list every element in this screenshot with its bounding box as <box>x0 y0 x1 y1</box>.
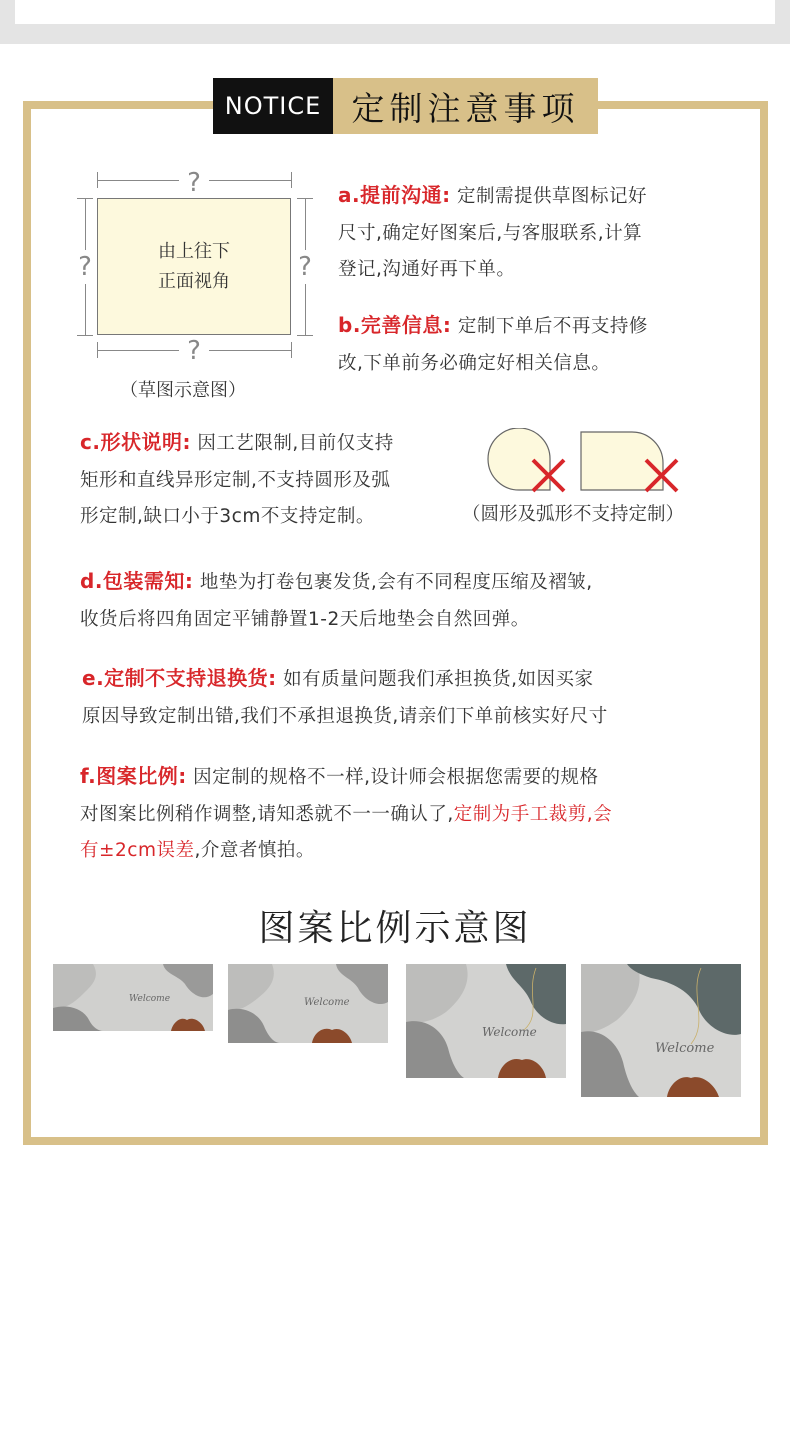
welcome-text: Welcome <box>304 997 350 1008</box>
item-b <box>338 307 648 382</box>
sketch-rectangle <box>97 198 291 335</box>
sketch-caption: （草图示意图） <box>120 380 246 401</box>
item-b-line1: 定制下单后不再支持修 <box>457 316 648 337</box>
item-b-line2: 改,下单前务必确定好相关信息。 <box>338 352 611 374</box>
item-c-line1: 因工艺限制,目前仅支持 <box>197 433 394 454</box>
notice-header <box>213 78 598 134</box>
item-c <box>80 424 394 536</box>
mat-thumbnail-1 <box>53 964 213 1031</box>
item-a <box>338 177 647 289</box>
item-e-heading: e.定制不支持退换货: <box>82 666 277 690</box>
question-mark-right: ? <box>298 252 312 282</box>
top-card <box>15 0 775 24</box>
item-c-line3: 形定制,缺口小于3cm不支持定制。 <box>80 506 375 527</box>
notice-label: NOTICE <box>213 78 333 134</box>
item-e <box>82 660 608 735</box>
welcome-text: Welcome <box>655 1041 715 1056</box>
dim-tick <box>297 335 313 336</box>
mat-thumbnail-3 <box>406 964 566 1078</box>
sketch-text-line2: 正面视角 <box>158 270 230 292</box>
item-b-heading: b.完善信息: <box>338 313 452 337</box>
item-d <box>80 563 593 638</box>
dim-line <box>85 284 86 335</box>
item-c-heading: c.形状说明: <box>80 430 191 454</box>
question-mark-left: ? <box>78 252 92 282</box>
dim-line <box>209 180 291 181</box>
dim-line <box>97 350 179 351</box>
dim-tick <box>291 342 292 358</box>
scale-title: 图案比例示意图 <box>258 908 532 949</box>
mat-thumbnail-4 <box>581 964 741 1097</box>
dim-tick <box>77 335 93 336</box>
sketch-text-line1: 由上往下 <box>158 240 230 262</box>
welcome-text: Welcome <box>129 994 171 1004</box>
unsupported-shapes-illustration <box>486 428 696 498</box>
item-a-heading: a.提前沟通: <box>338 183 451 207</box>
sketch-diagram <box>75 170 315 400</box>
dim-tick <box>291 172 292 188</box>
dim-line <box>209 350 291 351</box>
mat-thumbnail-2 <box>228 964 388 1043</box>
item-a-line2: 尺寸,确定好图案后,与客服联系,计算 <box>338 222 643 244</box>
question-mark-bottom: ? <box>187 336 201 366</box>
item-f-line2a: 对图案比例稍作调整,请知悉就不一一确认了, <box>80 803 454 825</box>
question-mark-top: ? <box>187 168 201 198</box>
item-d-line2: 收货后将四角固定平铺静置1-2天后地垫会自然回弹。 <box>80 608 530 630</box>
item-f-line3b: ,介意者慎拍。 <box>194 840 315 861</box>
item-a-line3: 登记,沟通好再下单。 <box>338 259 516 280</box>
item-f <box>80 758 612 870</box>
arc-shape-icon <box>581 432 663 490</box>
item-c-line2: 矩形和直线异形定制,不支持圆形及弧 <box>80 469 391 491</box>
dim-line <box>305 284 306 335</box>
dim-line <box>85 198 86 250</box>
item-f-line2b: 定制为手工裁剪,会 <box>453 803 613 825</box>
item-f-line1: 因定制的规格不一样,设计师会根据您需要的规格 <box>193 767 599 788</box>
item-d-heading: d.包装需知: <box>80 569 194 593</box>
welcome-text: Welcome <box>482 1025 537 1039</box>
item-f-heading: f.图案比例: <box>80 764 187 788</box>
dim-line <box>97 180 179 181</box>
item-e-line2: 原因导致定制出错,我们不承担退换货,请亲们下单前核实好尺寸 <box>82 705 608 727</box>
item-d-line1: 地垫为打卷包裹发货,会有不同程度压缩及褶皱, <box>199 572 593 593</box>
dim-line <box>305 198 306 250</box>
item-f-line3a: 有±2cm误差 <box>80 840 195 861</box>
notice-title: 定制注意事项 <box>333 78 598 134</box>
shape-caption: （圆形及弧形不支持定制） <box>462 504 685 525</box>
item-a-line1: 定制需提供草图标记好 <box>456 186 647 207</box>
item-e-line1: 如有质量问题我们承担换货,如因买家 <box>283 669 594 690</box>
